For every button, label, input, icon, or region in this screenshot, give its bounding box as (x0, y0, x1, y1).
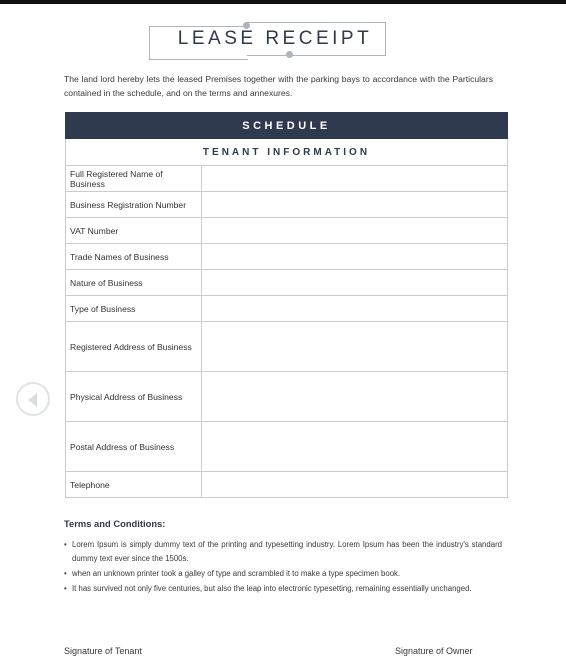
type-of-business-field[interactable] (202, 296, 508, 322)
vat-number-field[interactable] (202, 218, 508, 244)
list-item (64, 567, 502, 581)
table-row (66, 422, 508, 472)
table-row (66, 244, 508, 270)
row-label: Business Registration Number (66, 192, 202, 218)
tenant-info-row (66, 139, 508, 166)
row-label: Type of Business (66, 296, 202, 322)
row-label: Postal Address of Business (66, 422, 202, 472)
title-frame (149, 22, 386, 58)
registration-number-field[interactable] (202, 192, 508, 218)
table-row (66, 270, 508, 296)
table-row (66, 296, 508, 322)
page-title: LEASE RECEIPT (177, 28, 373, 49)
postal-address-field[interactable] (202, 422, 508, 472)
terms-list (64, 538, 502, 597)
row-label: Trade Names of Business (66, 244, 202, 270)
list-item (64, 582, 502, 596)
list-item (64, 538, 502, 566)
row-label: Registered Address of Business (66, 322, 202, 372)
schedule-header-row (66, 113, 508, 139)
tenant-info-heading: TENANT INFORMATION (66, 139, 508, 166)
intro-paragraph: The land lord hereby lets the leased Premises together with the parking bays to accordance with the Particulars contained in the schedule, and on the terms and annexures. (64, 74, 493, 98)
business-name-field[interactable] (202, 166, 508, 192)
row-label: Physical Address of Business (66, 372, 202, 422)
telephone-field[interactable] (202, 472, 508, 498)
top-bar (0, 0, 566, 4)
table-row (66, 472, 508, 498)
table-row (66, 166, 508, 192)
term-text: • when an unknown printer took a galley of type and scrambled it to make a type specimen book. (72, 569, 401, 578)
title-dot-bottom (286, 51, 293, 58)
term-text: • Lorem Ipsum is simply dummy text of the printing and typesetting industry. Lorem Ipsum has been the industry's standard dummy text ever since the 1500s. (72, 540, 502, 563)
schedule-table (65, 112, 508, 498)
registered-address-field[interactable] (202, 322, 508, 372)
row-label: Telephone (66, 472, 202, 498)
row-label: Full Registered Name of Business (66, 166, 202, 192)
schedule-heading: SCHEDULE (66, 113, 508, 139)
trade-names-field[interactable] (202, 244, 508, 270)
table-row (66, 192, 508, 218)
chevron-left-glyph (28, 393, 37, 407)
nature-of-business-field[interactable] (202, 270, 508, 296)
physical-address-field[interactable] (202, 372, 508, 422)
terms-heading: Terms and Conditions: (64, 518, 166, 529)
owner-signature-label: Signature of Owner (395, 646, 473, 656)
chevron-left-icon[interactable] (16, 382, 50, 416)
table-row (66, 372, 508, 422)
row-label: Nature of Business (66, 270, 202, 296)
table-row (66, 322, 508, 372)
tenant-signature-label: Signature of Tenant (64, 646, 142, 656)
term-text: • It has survived not only five centuries, but also the leap into electronic typesetting, remaining essentially unchanged. (72, 584, 472, 593)
table-row (66, 218, 508, 244)
row-label: VAT Number (66, 218, 202, 244)
